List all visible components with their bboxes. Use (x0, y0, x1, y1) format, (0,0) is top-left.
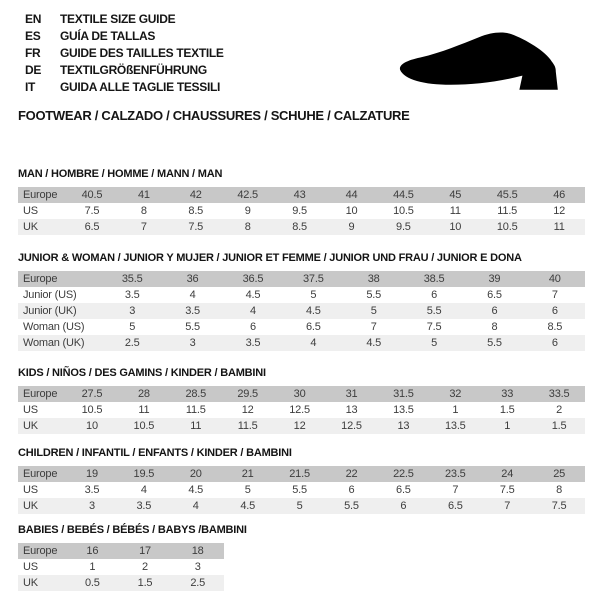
language-code: EN (25, 11, 42, 26)
row-label: UK (23, 577, 38, 589)
size-cell: 6.5 (84, 221, 100, 233)
size-cell: 42 (189, 189, 202, 201)
size-cell: 10 (345, 205, 358, 217)
language-title: TEXTILGRÖßENFÜHRUNG (60, 62, 207, 77)
size-cell: 7.5 (551, 500, 567, 512)
size-cell: 11 (553, 221, 565, 233)
table-row (18, 402, 585, 418)
size-cell: 5.5 (185, 321, 200, 333)
language-title: GUÍA DE TALLAS (60, 28, 156, 43)
size-cell: 31 (345, 388, 358, 400)
size-tables (18, 168, 585, 591)
size-cell: 11.5 (497, 205, 518, 217)
size-cell: 33 (501, 388, 514, 400)
size-cell: 1.5 (551, 420, 567, 432)
language-code: ES (25, 28, 41, 43)
size-cell: 12 (293, 420, 306, 432)
size-cell: 5.5 (344, 500, 359, 512)
size-cell: 6 (551, 305, 558, 317)
size-cell: 3.5 (185, 305, 200, 317)
size-cell: 35.5 (121, 273, 143, 285)
table-row (18, 418, 585, 434)
size-cell: 8.5 (188, 205, 204, 217)
size-cell: 36.5 (242, 273, 264, 285)
size-cell: 23.5 (444, 468, 466, 480)
size-cell: 3.5 (84, 484, 100, 496)
language-code: FR (25, 45, 41, 60)
row-label: UK (23, 221, 38, 233)
size-cell: 8.5 (292, 221, 307, 233)
size-cell: 5 (310, 289, 317, 301)
row-label: US (23, 484, 38, 496)
table-title: MAN / HOMBRE / HOMME / MANN / MAN (18, 168, 223, 180)
size-cell: 46 (553, 189, 566, 201)
size-cell: 11 (138, 404, 150, 416)
row-label: Europe (23, 273, 58, 285)
size-cell: 3 (189, 337, 196, 349)
table-row (18, 386, 585, 402)
table-row (18, 219, 585, 235)
size-cell: 3.5 (124, 289, 140, 301)
size-cell: 13.5 (393, 404, 414, 416)
table-row (18, 303, 585, 319)
size-cell: 45 (449, 189, 462, 201)
size-cell: 2 (142, 561, 148, 573)
size-cell: 30 (293, 388, 306, 400)
size-cell: 4.5 (366, 337, 382, 349)
size-cell: 41 (137, 189, 150, 201)
size-table (18, 187, 585, 235)
size-cell: 19.5 (133, 468, 155, 480)
size-cell: 2.5 (124, 337, 140, 349)
size-cell: 2.5 (190, 577, 206, 589)
size-cell: 10 (86, 420, 98, 432)
size-cell: 13 (345, 404, 358, 416)
size-cell: 12 (241, 404, 254, 416)
size-table-section (18, 367, 585, 434)
size-table-section (18, 252, 585, 351)
size-cell: 5 (431, 337, 438, 349)
size-cell: 27.5 (81, 388, 103, 400)
row-label: Woman (US) (23, 321, 85, 333)
size-cell: 6 (491, 305, 498, 317)
size-cell: 44 (345, 189, 358, 201)
row-label: Junior (US) (23, 289, 77, 301)
row-label: UK (23, 500, 38, 512)
size-cell: 6 (348, 484, 355, 496)
size-cell: 9 (348, 221, 355, 233)
size-cell: 44.5 (393, 189, 414, 201)
size-cell: 39 (488, 273, 501, 285)
size-cell: 4 (192, 500, 199, 512)
size-cell: 7 (452, 484, 459, 496)
size-cell: 9.5 (396, 221, 411, 233)
size-cell: 43 (293, 189, 306, 201)
size-cell: 29.5 (237, 388, 258, 400)
size-cell: 11 (190, 420, 202, 432)
row-label: Europe (23, 388, 58, 400)
size-cell: 6 (551, 337, 558, 349)
size-cell: 5 (244, 484, 251, 496)
row-label: UK (23, 420, 38, 432)
size-cell: 1 (504, 420, 511, 432)
size-cell: 1 (452, 404, 459, 416)
size-cell: 6 (249, 321, 256, 333)
size-cell: 8 (140, 205, 147, 217)
size-cell: 45.5 (496, 189, 518, 201)
size-cell: 0.5 (84, 577, 100, 589)
size-cell: 7 (370, 321, 377, 333)
size-cell: 24 (501, 468, 514, 480)
size-cell: 6 (431, 289, 438, 301)
size-cell: 4.5 (245, 289, 261, 301)
size-cell: 5 (370, 305, 377, 317)
table-title: KIDS / NIÑOS / DES GAMINS / KINDER / BAMBINI (18, 367, 266, 379)
size-cell: 13 (397, 420, 410, 432)
size-cell: 12.5 (289, 404, 310, 416)
language-code: IT (25, 79, 36, 94)
size-cell: 3 (88, 500, 95, 512)
size-cell: 3 (194, 561, 201, 573)
table-title: JUNIOR & WOMAN / JUNIOR Y MUJER / JUNIOR ET FEMME / JUNIOR UND FRAU / JUNIOR E DONA (18, 252, 522, 264)
row-label: Europe (23, 189, 58, 201)
size-cell: 7 (551, 289, 558, 301)
size-cell: 7.5 (499, 484, 515, 496)
size-cell: 31.5 (393, 388, 414, 400)
size-cell: 28 (137, 388, 150, 400)
row-label: Europe (23, 468, 58, 480)
size-cell: 1 (89, 561, 96, 573)
size-cell: 5.5 (426, 305, 442, 317)
size-cell: 1.5 (499, 404, 515, 416)
size-cell: 19 (86, 468, 98, 480)
size-cell: 11.5 (237, 420, 258, 432)
size-cell: 8 (491, 321, 498, 333)
dress-shoe-icon (398, 31, 574, 94)
table-row (18, 498, 585, 514)
size-table-section (18, 168, 585, 235)
row-label: US (23, 205, 38, 217)
size-cell: 6.5 (447, 500, 463, 512)
table-row (18, 575, 224, 591)
category-heading: FOOTWEAR / CALZADO / CHAUSSURES / SCHUHE / CALZATURE (18, 108, 410, 123)
size-cell: 28.5 (185, 388, 207, 400)
size-cell: 22 (345, 468, 358, 480)
language-row (25, 27, 224, 44)
language-row (25, 44, 224, 61)
size-cell: 17 (139, 545, 151, 557)
size-cell: 21.5 (289, 468, 310, 480)
size-cell: 7 (504, 500, 511, 512)
size-cell: 2 (556, 404, 563, 416)
size-table (18, 543, 224, 591)
size-cell: 8 (556, 484, 563, 496)
row-label: Junior (UK) (23, 305, 77, 317)
size-cell: 37.5 (303, 273, 324, 285)
size-cell: 12 (553, 205, 566, 217)
size-cell: 10.5 (133, 420, 155, 432)
language-title: TEXTILE SIZE GUIDE (60, 11, 176, 26)
table-row (18, 466, 585, 482)
size-cell: 40 (548, 273, 561, 285)
row-label: US (23, 561, 38, 573)
size-cell: 5.5 (366, 289, 382, 301)
size-cell: 6.5 (487, 289, 502, 301)
size-cell: 12.5 (341, 420, 362, 432)
table-title: CHILDREN / INFANTIL / ENFANTS / KINDER / BAMBINI (18, 447, 292, 459)
size-cell: 9 (244, 205, 251, 217)
row-label: US (23, 404, 38, 416)
language-code: DE (25, 62, 42, 77)
size-table (18, 466, 585, 514)
table-row (18, 482, 585, 498)
language-list (25, 10, 224, 95)
row-label: Europe (23, 545, 58, 557)
size-table-section (18, 447, 585, 514)
language-title: GUIDE DES TAILLES TEXTILE (60, 45, 224, 60)
row-label: Woman (UK) (23, 337, 85, 349)
size-cell: 10 (449, 221, 462, 233)
size-table (18, 271, 585, 351)
table-row (18, 335, 585, 351)
size-cell: 18 (191, 545, 204, 557)
size-cell: 8 (244, 221, 251, 233)
size-cell: 7.5 (426, 321, 442, 333)
size-cell: 42.5 (237, 189, 258, 201)
size-cell: 38.5 (423, 273, 445, 285)
size-cell: 20 (189, 468, 202, 480)
size-cell: 11.5 (185, 404, 206, 416)
size-cell: 5 (296, 500, 303, 512)
size-cell: 22.5 (393, 468, 414, 480)
size-cell: 36 (186, 273, 199, 285)
size-cell: 7 (140, 221, 147, 233)
table-row (18, 559, 224, 575)
size-table (18, 386, 585, 434)
language-row (25, 78, 224, 95)
size-cell: 10.5 (393, 205, 414, 217)
size-cell: 21 (241, 468, 254, 480)
size-cell: 32 (449, 388, 462, 400)
size-cell: 4.5 (305, 305, 321, 317)
size-cell: 6 (400, 500, 407, 512)
size-cell: 4.5 (188, 484, 204, 496)
size-cell: 10.5 (496, 221, 518, 233)
table-title: BABIES / BEBÉS / BÉBÉS / BABYS /BAMBINI (18, 524, 247, 536)
size-cell: 4 (310, 337, 317, 349)
table-row (18, 543, 224, 559)
size-cell: 4.5 (240, 500, 256, 512)
size-table-section (18, 524, 585, 591)
size-cell: 11 (449, 205, 461, 217)
size-cell: 3.5 (245, 337, 261, 349)
size-cell: 4 (140, 484, 147, 496)
size-cell: 7.5 (188, 221, 204, 233)
size-cell: 13.5 (444, 420, 466, 432)
size-cell: 3 (129, 305, 136, 317)
size-cell: 5.5 (292, 484, 307, 496)
size-cell: 25 (553, 468, 566, 480)
size-cell: 5 (129, 321, 136, 333)
table-row (18, 187, 585, 203)
size-cell: 16 (86, 545, 99, 557)
size-cell: 8.5 (547, 321, 563, 333)
size-cell: 10.5 (81, 404, 103, 416)
size-cell: 6.5 (396, 484, 411, 496)
language-title: GUIDA ALLE TAGLIE TESSILI (60, 79, 221, 94)
size-cell: 7.5 (84, 205, 100, 217)
size-cell: 5.5 (487, 337, 502, 349)
size-cell: 4 (189, 289, 196, 301)
language-row (25, 10, 224, 27)
size-cell: 3.5 (136, 500, 152, 512)
size-cell: 6.5 (305, 321, 321, 333)
table-row (18, 287, 585, 303)
size-cell: 4 (249, 305, 256, 317)
size-cell: 9.5 (292, 205, 307, 217)
table-row (18, 319, 585, 335)
size-cell: 40.5 (81, 189, 103, 201)
table-row (18, 271, 585, 287)
size-cell: 38 (367, 273, 380, 285)
size-cell: 1.5 (137, 577, 153, 589)
language-row (25, 61, 224, 78)
table-row (18, 203, 585, 219)
size-cell: 33.5 (548, 388, 570, 400)
